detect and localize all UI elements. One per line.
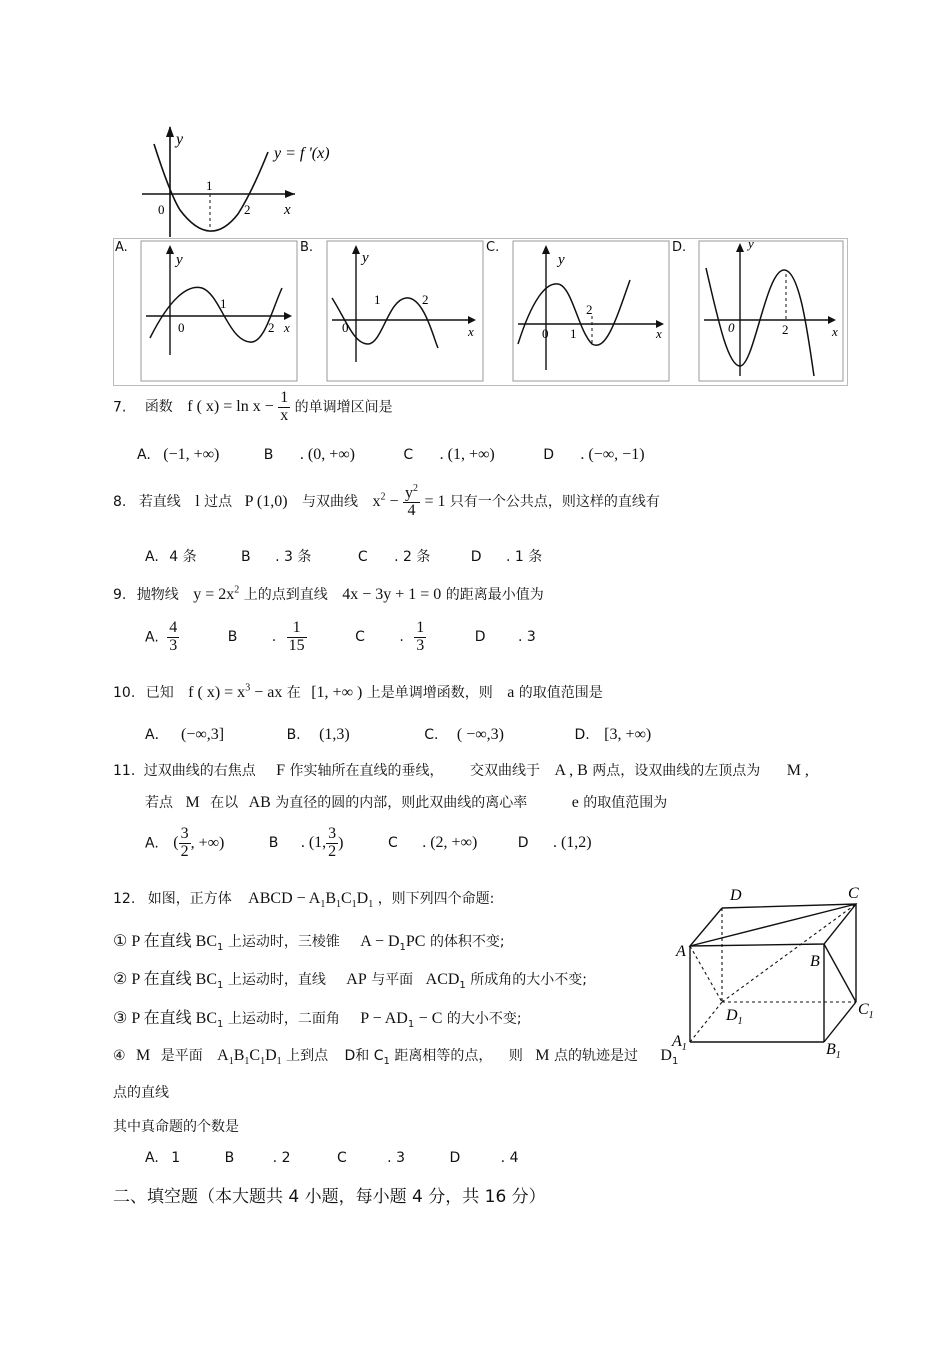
graph-d-y: y [748, 240, 754, 251]
q10-a: a [507, 684, 515, 701]
graph-option-letter: C. [486, 240, 500, 255]
q7-text-b: 的单调增区间是 [294, 399, 393, 416]
q8-opt-d-letter: D [470, 549, 482, 565]
graph-d-tick-0: 0 [728, 320, 735, 335]
graph-a-tick-2: 2 [268, 320, 275, 335]
q12-opt-c: . 3 [387, 1150, 405, 1166]
q9-options: A. $\frac{4}{3}$ B . $\frac{1}{15}$ C . $\frac{1}{3}$ D . 3 [145, 619, 536, 654]
q11-line2-b: 在以 [210, 795, 239, 811]
q11-line2-d: 的取值范围为 [583, 795, 668, 811]
q8-fraction: $\frac{y^2}{4}$ [404, 483, 418, 520]
q11-F: F [276, 762, 286, 779]
q12-opt-d-letter: D [449, 1150, 461, 1166]
q11-M: M , [786, 762, 809, 779]
q7-opt-c: . (1, +∞) [439, 446, 495, 463]
q11-opt-b-letter: B [268, 835, 279, 852]
q12-p4-g: 则 [508, 1048, 523, 1064]
cube-label-C1: $C_1$ [858, 1001, 874, 1021]
graph-c-x: x [656, 326, 662, 341]
q9-opt-d-letter: D [474, 629, 486, 646]
q10-opt-d-letter: D. [574, 727, 590, 743]
q8-opt-a-letter: A. [145, 549, 159, 565]
q7-opt-c-letter: C [403, 447, 414, 463]
question-10 [113, 682, 603, 702]
q9-opt-b-letter: B [227, 629, 238, 646]
q12-p1-e: 的体积不变; [429, 934, 505, 950]
graph-option-c [512, 240, 670, 382]
q12-p1-a: ① P 在直线 BC [113, 933, 217, 950]
q11-AB2: AB [248, 794, 271, 811]
q12-text-a: 如图，正方体 [147, 891, 232, 907]
q10-opt-c: ( −∞,3) [456, 726, 504, 743]
q11-opt-b-post: ) [338, 834, 344, 852]
question-9 [113, 584, 544, 604]
graph-option-a [140, 240, 298, 382]
q11-opt-a-frac: $\frac{3}{2}$ [180, 825, 189, 860]
q12-p4-d: 上到点 [286, 1048, 329, 1064]
q12-opt-a-letter: A. [145, 1150, 159, 1166]
q8-opt-c-letter: C [357, 549, 368, 565]
q12-p2-d: 与平面 [371, 972, 414, 988]
q12-p3-e: 的大小不变; [446, 1011, 522, 1027]
q12-proposition-2: ② P 在直线 $BC_1$ 上运动时，直线 AP 与平面 $ACD_1$ 所成角的大小不变; [113, 971, 587, 991]
q11-opt-d-letter: D [517, 835, 529, 852]
q7-number: 7. [113, 399, 127, 416]
q12-cube: ABCD − $A_1B_1C_1D_1$ [248, 890, 374, 911]
q11-text-b: 作实轴所在直线的垂线， [289, 763, 444, 779]
q10-text-a: 已知 [145, 685, 174, 701]
q10-text-b: 在 [286, 685, 301, 701]
graph-tick-2: 2 [244, 202, 251, 217]
q11-opt-a-letter: A. [145, 835, 159, 852]
q10-text-c: 上是单调增函数，则 [366, 685, 493, 701]
q7-opt-b: . (0, +∞) [299, 446, 355, 463]
q12-opt-d: . 4 [500, 1150, 519, 1166]
graph-a-tick-0: 0 [178, 320, 185, 335]
graph-b-tick-1: 1 [374, 292, 381, 307]
q8-line-l: l [195, 492, 200, 510]
q10-options [145, 724, 651, 744]
q11-opt-c: . (2, +∞) [422, 834, 478, 852]
cube-label-C: C [848, 885, 859, 902]
q12-p4-i: 点的轨迹是过 [553, 1048, 638, 1064]
q12-p3-a: ③ P 在直线 BC [113, 1010, 217, 1027]
graph-d-tick-2: 2 [782, 322, 789, 337]
q12-p4-a: ④ [113, 1048, 126, 1064]
q9-opt-d: . 3 [517, 629, 536, 646]
graph-c-y: y [558, 252, 565, 268]
q11-line2-c: 为直径的圆的内部，则此双曲线的离心率 [275, 795, 528, 811]
q10-number: 10. [113, 685, 136, 701]
q11-opt-b-pre: . (1, [300, 834, 327, 852]
q8-opt-d: . 1 条 [506, 549, 543, 565]
q7-expr: f ( x) = ln x − [187, 398, 274, 416]
q11-opt-c-letter: C [387, 835, 398, 852]
q12-p4-j: D [660, 1047, 672, 1064]
q11-line-2 [145, 792, 667, 812]
q12-p3-d: − C [418, 1010, 443, 1027]
q9-opt-a-letter: A. [145, 629, 159, 646]
cube-label-B: B [810, 953, 820, 970]
q11-text-a: 过双曲线的右焦点 [143, 763, 256, 779]
q9-text-b: 上的点到直线 [243, 587, 328, 603]
q10-opt-a-letter: A． [145, 727, 169, 743]
graph-x-label: x [284, 202, 291, 218]
q8-opt-c: . 2 条 [394, 549, 431, 565]
q10-opt-d: [3, +∞) [604, 726, 652, 743]
q12-text-b: ，则下列四个命题: [377, 891, 495, 907]
q11-e: e [571, 794, 579, 811]
q12-options [145, 1150, 518, 1166]
graph-a-x: x [284, 320, 290, 335]
q12-p2-a: ② P 在直线 BC [113, 971, 217, 988]
q10-opt-c-letter: C. [424, 727, 439, 743]
q12-p4-f: 距离相等的点， [394, 1048, 493, 1064]
graph-option-letter: B. [300, 240, 314, 255]
q9-text-c: 的距离最小值为 [445, 587, 544, 603]
q10-opt-a: (−∞,3] [181, 726, 225, 743]
q11-text-c: 交双曲线于 [469, 763, 540, 779]
q11-opt-b-frac: $\frac{3}{2}$ [328, 825, 337, 860]
q12-opt-b: . 2 [272, 1150, 291, 1166]
q11-opt-a-pre: ( [173, 834, 179, 852]
q12-p2-f: 所成角的大小不变; [470, 972, 587, 988]
q12-opt-a: 1 [171, 1150, 181, 1166]
graph-option-letter: D. [672, 240, 687, 255]
q8-opt-b: . 3 条 [275, 549, 312, 565]
q11-text-d: 两点，设双曲线的左顶点为 [592, 763, 761, 779]
q12-p2-e: ACD [425, 971, 460, 988]
cube-label-D: D [730, 887, 742, 904]
q8-text-d: 只有一个公共点，则这样的直线有 [449, 493, 660, 510]
q12-number: 12. [113, 891, 136, 907]
graph-c-tick-1: 1 [570, 326, 577, 341]
q12-p1-b: 上运动时，三棱锥 [227, 934, 340, 950]
q7-opt-d-letter: D [543, 447, 554, 463]
graph-a-tick-1: 1 [220, 296, 227, 311]
q12-p4-M: M [136, 1047, 151, 1064]
q12-conclusion: 其中真命题的个数是 [113, 1119, 239, 1135]
q12-p2-b: 上运动时，直线 [227, 972, 326, 988]
q7-opt-b-letter: B [263, 447, 274, 463]
graph-option-letter: A. [115, 240, 128, 255]
graph-b-tick-2: 2 [422, 292, 429, 307]
q9-opt-c: $\frac{1}{3}$ [416, 619, 425, 654]
q9-expr-b: 4x − 3y + 1 = 0 [342, 586, 442, 603]
q12-opt-b-letter: B [224, 1150, 235, 1166]
q8-text-b: 过点 [204, 493, 233, 510]
q9-opt-b: $\frac{1}{15}$ [288, 619, 305, 654]
q11-number: 11. [113, 763, 136, 779]
derivative-graph [140, 122, 370, 240]
q12-p4-b: 是平面 [160, 1048, 203, 1064]
q11-opt-d: . (1,2) [552, 834, 592, 852]
q9-opt-a: $\frac{4}{3}$ [169, 619, 178, 654]
cube-label-B1: $B_1$ [826, 1041, 841, 1060]
q7-opt-a-letter: A. [137, 447, 151, 463]
cube-label-A: A [676, 943, 686, 960]
q10-expr: f ( $x) = x^3$ − ax [188, 682, 283, 701]
q10-interval: [1, +∞ ) [311, 684, 363, 701]
q12-p4-h: M [535, 1047, 550, 1064]
q8-text-a: 若直线 [138, 493, 181, 510]
question-12 [113, 888, 494, 910]
q12-p3-c: P − AD [360, 1010, 408, 1027]
graph-y-label: y [176, 131, 184, 148]
q9-expr-a: $y = 2x^2$ [193, 584, 240, 603]
q7-opt-d: . (−∞, −1) [580, 446, 645, 463]
q9-opt-c-letter: C [355, 629, 365, 646]
q8-expr: $x^2$ − [372, 491, 399, 510]
q11-opt-a-post: , +∞) [190, 834, 225, 852]
q8-opt-b-letter: B [241, 549, 251, 565]
question-7 [113, 390, 393, 425]
graph-origin: 0 [158, 202, 165, 217]
q12-p4-plane: $A_1B_1C_1D_1$ [217, 1047, 282, 1068]
q11-line2-a: 若点 [145, 795, 173, 811]
q7-text: 函数 [144, 399, 173, 416]
q12-p4-continued: 点的直线 [113, 1085, 169, 1101]
q7-options [137, 446, 777, 464]
q12-p1-c: A − D [360, 933, 400, 950]
question-11 [113, 760, 809, 780]
graph-option-d [698, 240, 844, 382]
graph-b-x: x [468, 324, 474, 339]
q7-opt-a: (−1, +∞) [163, 446, 220, 463]
cube-figure [670, 880, 885, 1060]
graph-b-tick-0: 0 [342, 320, 349, 335]
q12-proposition-1: ① P 在直线 $BC_1$ 上运动时，三棱锥 $A - D_1PC$ 的体积不变; [113, 933, 505, 953]
graph-c-tick-0: 0 [542, 326, 549, 341]
cube-label-A1: $A_1$ [672, 1033, 687, 1053]
q11-AB: A , B [554, 762, 588, 779]
q12-opt-c-letter: C [336, 1150, 347, 1166]
q12-proposition-4: ④ M 是平面 $A_1B_1C_1D_1$ 上到点 D和 $C_1$ 距离相等的点， 则 M 点的轨迹是过 $D_1$ [113, 1047, 679, 1068]
q12-proposition-3: ③ P 在直线 $BC_1$ 上运动时，二面角 $P - AD_1 - C$ 的大小不变; [113, 1010, 522, 1030]
question-8 [113, 484, 660, 520]
q12-p3-b: 上运动时，二面角 [227, 1011, 340, 1027]
graph-option-b [326, 240, 484, 382]
q8-expr-b: = 1 [424, 492, 446, 510]
cube-label-D1: $D_1$ [726, 1007, 743, 1027]
q8-text-c: 与双曲线 [302, 493, 359, 510]
graph-a-y: y [176, 252, 183, 268]
q8-number: 8. [113, 493, 127, 510]
q12-p1-d: PC [405, 933, 426, 950]
q10-opt-b: (1,3) [319, 726, 350, 743]
section-2-heading: 二、填空题（本大题共 4 小题，每小题 4 分，共 16 分） [113, 1187, 546, 1207]
q12-p4-e: D和 C [344, 1048, 384, 1064]
q10-opt-b-letter: B. [286, 727, 301, 743]
q12-p2-c: AP [346, 971, 367, 988]
graph-d-x: x [832, 324, 838, 339]
q7-fraction: $\frac{1}{x}$ [280, 389, 289, 424]
q10-text-d: 的取值范围是 [518, 685, 603, 701]
q11-M2: M [185, 794, 200, 811]
q9-text-a: 抛物线 [136, 587, 179, 603]
q8-point: P (1,0) [244, 492, 288, 510]
q11-options [145, 826, 592, 861]
graph-curve-label: y = f '(x) [274, 145, 330, 162]
q9-number: 9. [113, 587, 127, 603]
graph-tick-1: 1 [206, 178, 213, 193]
q8-options [145, 546, 542, 566]
graph-c-tick-2: 2 [586, 302, 593, 317]
q8-opt-a: 4 条 [169, 549, 197, 565]
graph-b-y: y [362, 250, 369, 266]
